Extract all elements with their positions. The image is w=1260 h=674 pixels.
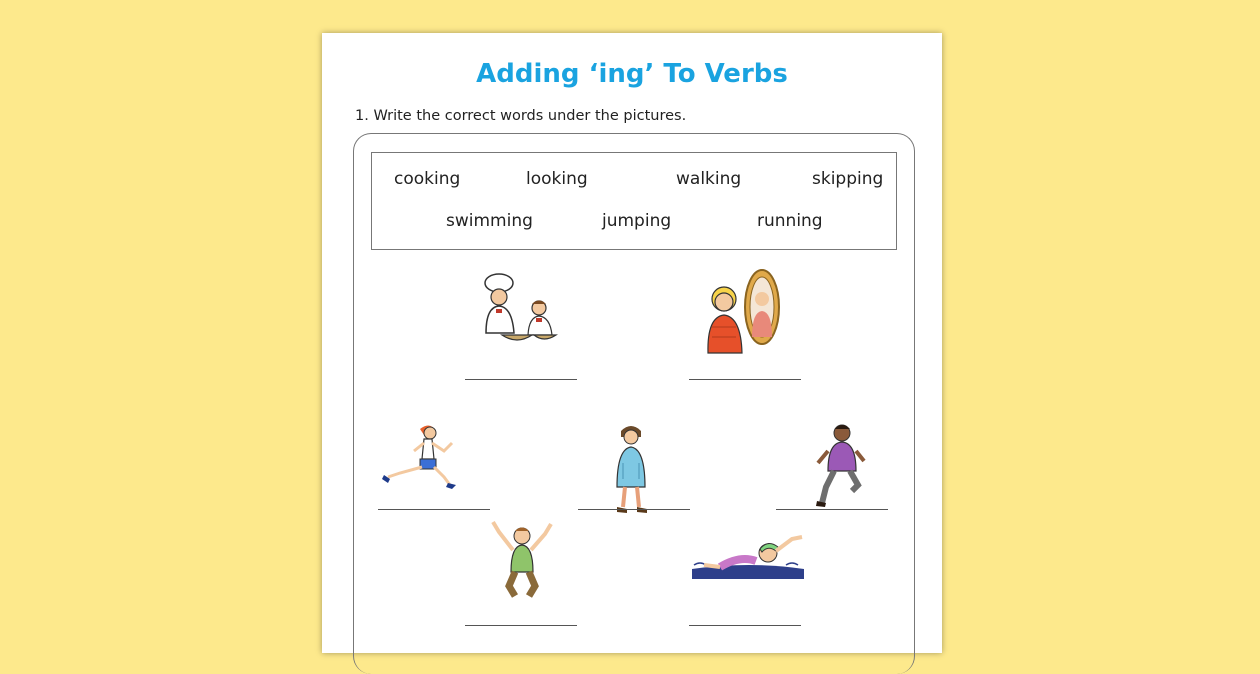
word-jumping: jumping [602,211,672,231]
word-cooking: cooking [394,169,461,189]
worksheet-page [322,33,942,653]
word-swimming: swimming [446,211,533,231]
answer-line-3[interactable] [378,509,490,510]
girl-swimming-icon [690,525,805,585]
worksheet-title: Adding ‘ing’ To Verbs [476,59,788,89]
boy-jumping-icon [485,516,560,601]
girl-running-icon [380,421,470,491]
instruction-text: 1. Write the correct words under the pictures. [355,108,687,124]
answer-line-7[interactable] [689,625,801,626]
girl-mirror-icon [702,267,787,357]
child-walking-icon [607,423,657,518]
answer-line-2[interactable] [689,379,801,380]
answer-line-5[interactable] [776,509,888,510]
boy-skipping-icon [812,423,867,513]
word-bank [371,152,897,250]
word-running: running [757,211,823,231]
answer-line-1[interactable] [465,379,577,380]
answer-line-6[interactable] [465,625,577,626]
answer-line-4[interactable] [578,509,690,510]
word-walking: walking [676,169,742,189]
chef-cooking-icon [472,273,562,348]
word-skipping: skipping [812,169,884,189]
word-looking: looking [526,169,588,189]
